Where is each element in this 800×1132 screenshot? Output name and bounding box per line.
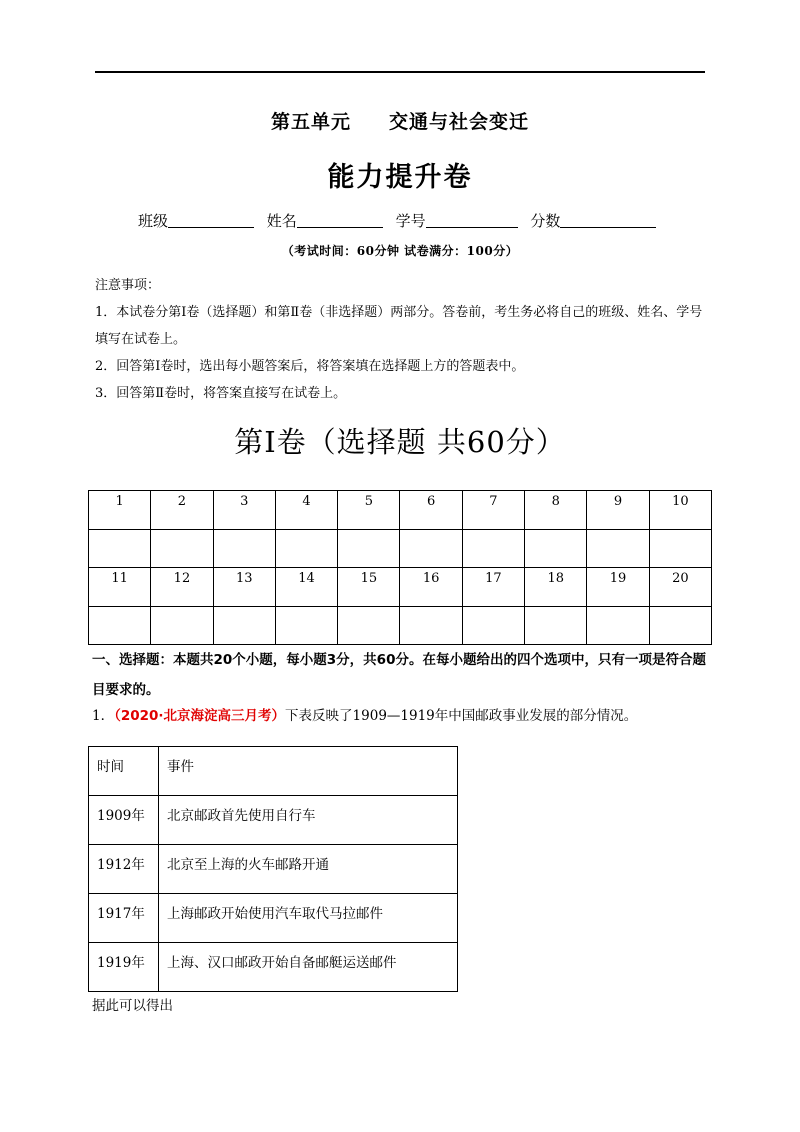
answer-cell[interactable] [649, 529, 711, 568]
answer-cell[interactable] [275, 529, 337, 568]
answer-cell[interactable] [525, 606, 587, 645]
grid-number: 14 [275, 568, 337, 607]
answer-cell[interactable] [462, 529, 524, 568]
answer-cell[interactable] [400, 606, 462, 645]
class-field: 班级 [138, 210, 254, 231]
events-table [88, 746, 458, 992]
student-info-fields [138, 210, 678, 231]
score-blank[interactable] [560, 214, 656, 228]
exam-info: （考试时间：60分钟 试卷满分：100分） [281, 244, 519, 258]
answer-cell[interactable] [338, 529, 400, 568]
grid-number: 10 [649, 491, 711, 530]
name-blank[interactable] [297, 214, 383, 228]
class-blank[interactable] [168, 214, 254, 228]
grid-number: 4 [275, 491, 337, 530]
header-time: 时间 [89, 747, 159, 796]
table-row [89, 845, 458, 894]
student-id-blank[interactable] [426, 214, 518, 228]
question-text: 下表反映了1909—1919年中国邮政事业发展的部分情况。 [285, 708, 638, 724]
question-number: 1． [92, 708, 115, 724]
unit-label: 第五单元 [270, 111, 351, 133]
grid-number: 9 [587, 491, 649, 530]
grid-number: 12 [151, 568, 213, 607]
answer-cell[interactable] [275, 606, 337, 645]
paper-title: 能力提升卷 [327, 162, 473, 193]
answer-grid-number-row [89, 491, 712, 530]
grid-number: 13 [213, 568, 275, 607]
table-row [89, 796, 458, 845]
name-field: 姓名 [267, 210, 383, 231]
answer-grid-blank-row [89, 606, 712, 645]
answer-cell[interactable] [587, 529, 649, 568]
grid-number: 6 [400, 491, 462, 530]
unit-title [0, 107, 800, 134]
student-id-field: 学号 [396, 210, 518, 231]
row-event: 北京至上海的火车邮路开通 [159, 845, 458, 894]
grid-number: 17 [462, 568, 524, 607]
answer-cell[interactable] [400, 529, 462, 568]
top-rule [95, 71, 705, 73]
unit-topic: 交通与社会变迁 [389, 111, 530, 133]
grid-number: 7 [462, 491, 524, 530]
grid-number: 2 [151, 491, 213, 530]
answer-grid-blank-row [89, 529, 712, 568]
answer-grid [88, 490, 712, 645]
notes [95, 272, 715, 407]
answer-cell[interactable] [89, 529, 151, 568]
grid-number: 20 [649, 568, 711, 607]
answer-cell[interactable] [89, 606, 151, 645]
grid-number: 18 [525, 568, 587, 607]
note-item-3: 3．回答第Ⅱ卷时，将答案直接写在试卷上。 [95, 386, 347, 401]
answer-cell[interactable] [649, 606, 711, 645]
section1-title: 第Ⅰ卷（选择题 共60分） [234, 425, 566, 459]
grid-number: 3 [213, 491, 275, 530]
answer-cell[interactable] [151, 606, 213, 645]
note-item-1: 1．本试卷分第Ⅰ卷（选择题）和第Ⅱ卷（非选择题）两部分。答卷前，考生务必将自己的班级、姓名、学号填写在试卷上。 [95, 305, 703, 347]
question-source: （2020·北京海淀高三月考） [114, 708, 286, 724]
question-tail: 据此可以得出 [92, 998, 173, 1014]
grid-number: 5 [338, 491, 400, 530]
grid-number: 15 [338, 568, 400, 607]
answer-grid-number-row [89, 568, 712, 607]
header-event: 事件 [159, 747, 458, 796]
table-row [89, 943, 458, 992]
note-item-2: 2．回答第Ⅰ卷时，选出每小题答案后，将答案填在选择题上方的答题表中。 [95, 359, 525, 374]
row-year: 1919年 [89, 943, 159, 992]
row-year: 1909年 [89, 796, 159, 845]
answer-cell[interactable] [151, 529, 213, 568]
grid-number: 16 [400, 568, 462, 607]
answer-cell[interactable] [462, 606, 524, 645]
answer-cell[interactable] [213, 606, 275, 645]
grid-number: 8 [525, 491, 587, 530]
notes-heading: 注意事项： [95, 278, 161, 293]
grid-number: 1 [89, 491, 151, 530]
question-1-stem [92, 704, 712, 728]
table-row [89, 894, 458, 943]
events-table-header [89, 747, 458, 796]
grid-number: 11 [89, 568, 151, 607]
grid-number: 19 [587, 568, 649, 607]
section-description: 一、选择题：本题共20个小题，每小题3分，共60分。在每小题给出的四个选项中，只有一项是符合题目要求的。 [92, 652, 706, 698]
row-year: 1912年 [89, 845, 159, 894]
answer-cell[interactable] [587, 606, 649, 645]
row-event: 上海邮政开始使用汽车取代马拉邮件 [159, 894, 458, 943]
row-event: 上海、汉口邮政开始自备邮艇运送邮件 [159, 943, 458, 992]
score-field: 分数 [530, 210, 656, 231]
answer-cell[interactable] [525, 529, 587, 568]
row-event: 北京邮政首先使用自行车 [159, 796, 458, 845]
row-year: 1917年 [89, 894, 159, 943]
answer-cell[interactable] [338, 606, 400, 645]
answer-cell[interactable] [213, 529, 275, 568]
